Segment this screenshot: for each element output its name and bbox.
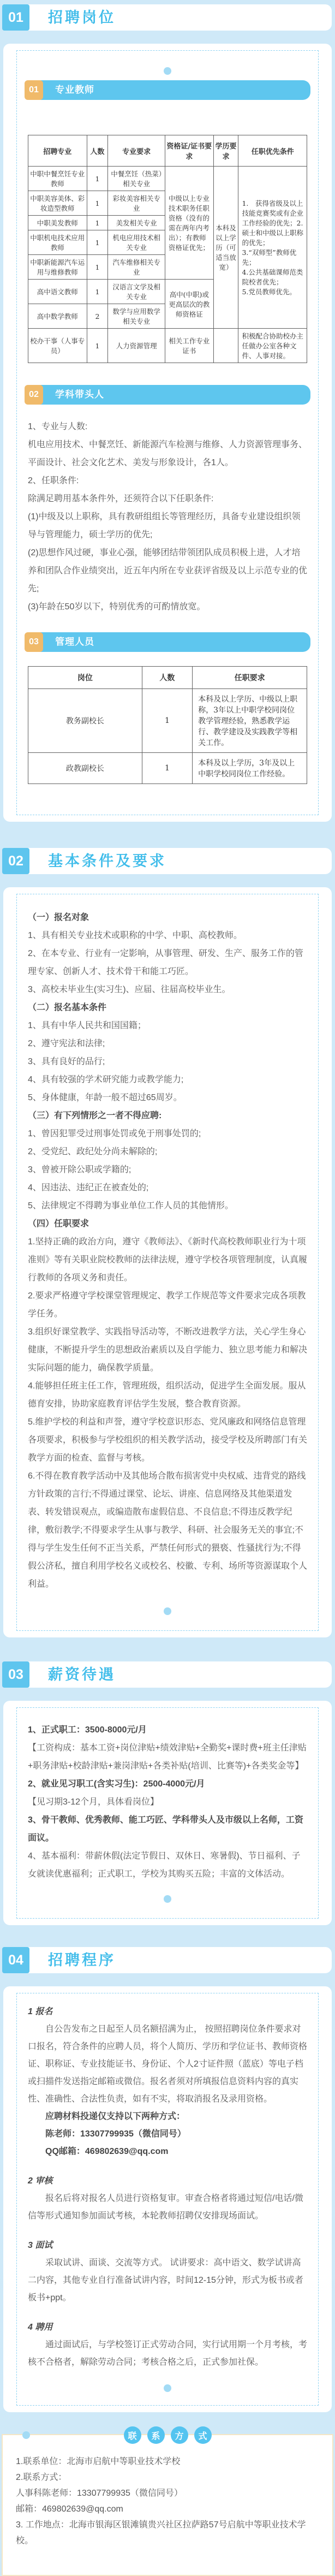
text-line: 4、因违法、违纪正在被查处的;: [28, 1183, 149, 1192]
subsection-title: 管理人员: [55, 637, 94, 647]
cell-priority: 积极配合协助校办主任做办公室各种文件、人事对接。: [238, 329, 307, 363]
cell-count: 2: [87, 304, 108, 329]
table-row: [28, 329, 307, 363]
table-row: [28, 753, 307, 784]
contact-line: 3. 工作地点：北海市银海区银滩镇贵兴社区拉萨路57号启航中等职业技术学校。: [16, 2520, 306, 2545]
text-line: 5、身体健康，年龄一般不超过65周岁。: [28, 1093, 182, 1102]
decorative-dot: [164, 1607, 171, 1615]
salary-text: [28, 1721, 307, 1883]
text-line: 1、曾因犯罪受过刑事处罚或免于刑事处罚的;: [28, 1129, 201, 1138]
cell-cert: 相关工作专业证书: [165, 329, 213, 363]
contact-line: 邮箱：469802639@qq.com: [16, 2504, 123, 2514]
text-line: 2、就业见习职工(含实习生)：2500-4000元/月: [28, 1779, 205, 1789]
col-header: 专业要求: [108, 135, 165, 167]
subsection-header-managers: [25, 632, 310, 652]
text-line: 3 面试: [28, 2241, 53, 2250]
text-line: 4 聘用: [28, 2323, 53, 2332]
section-header-recruit-posts: [0, 4, 335, 31]
section-number-badge: 03: [2, 1661, 29, 1688]
text-line: 采取试讲、面谈、交流等方式。 试讲要求：高中语文、数学试讲高二内容，其他专业自行准备试讲内容，时间12-15分钟，形式为板书或者板书+ppt。: [28, 2258, 303, 2302]
text-line: 除满足聘用基本条件外，还须符合以下任职条件:: [28, 494, 214, 503]
text-line: 2、任职条件:: [28, 476, 79, 485]
cell-count: 1: [87, 167, 108, 191]
cell-major: 中职美发教师: [28, 216, 87, 230]
discipline-leader-text: [28, 418, 307, 616]
text-line: 3、具有良好的品行;: [28, 1057, 105, 1066]
dashed-box-conditions: [16, 894, 319, 1631]
cell-requirement: 本科及以上学历、中级以上职称，3年以上中职学校同岗位教学管理经验，熟悉教学运行、教学建设及实践教学等相关工作。: [193, 689, 307, 753]
cell-major: 中职美容美体、彩妆造型教师: [28, 191, 87, 216]
cell-requirement: 数学与应用数学相关专业: [108, 304, 165, 329]
manager-positions-table: [28, 666, 307, 784]
col-header: 任职优先条件: [238, 135, 307, 167]
col-header: 人数: [87, 135, 108, 167]
panel-conditions: [3, 887, 332, 1637]
subsection-title: 专业教师: [55, 85, 94, 95]
cell-count: 1: [87, 280, 108, 304]
text-line: 4.能够担任班主任工作，管理班级，组织活动，促进学生全面发展。服从德育安排，协助家庭教育评估学生发展，整合教育资源。: [28, 1381, 306, 1409]
subsection-number-badge: 03: [25, 632, 43, 652]
text-line: 应聘材料投递仅支持以下两种方式：: [45, 2112, 186, 2121]
cell-requirement: 汉语言文学及相关专业: [108, 280, 165, 304]
text-line: 【工资构成：基本工资+岗位津贴+绩效津贴+全勤奖+课时费+班主任津贴+职务津贴+校龄津贴+兼岗津贴+各类补贴(培训、比赛等)+各类奖金等】: [28, 1743, 307, 1771]
section-header-conditions: [0, 848, 335, 874]
subsection-number-badge: 01: [25, 80, 43, 100]
cell-requirement: 汽车维修相关专业: [108, 255, 165, 280]
contact-title-circle: 联: [124, 2426, 141, 2444]
contact-title-circle: 方: [171, 2426, 188, 2444]
cell-cert-merged: 中级以上专业技术职务任职资格（没有的需在两年内考出）；有教师资格证优先；: [165, 167, 213, 280]
text-line: 1.坚持正确的政治方向，遵守《教师法》、《新时代高校教师职业行为十项准则》等有关职业院校教师的法律法规，遵守学校各项管理制度，认真履行教师的各项义务和责任。: [28, 1237, 308, 1283]
cell-education-merged: 本科及以上学历（可适当放宽）: [213, 167, 238, 329]
priority-line: 1. 获得省级及以上技能竞赛奖或有企业工作经验的优先；2.硕士和中级以上职称的优先；: [242, 199, 303, 247]
text-line: (2)思想作风过硬，事业心强，能够团结带领团队成员积极上进，人才培养和团队合作业绩突出，近五年内所在专业获评省级及以上示范专业的优先;: [28, 548, 308, 593]
cell-major: 高中语文教师: [28, 280, 87, 304]
text-line: 4、基本福利：带薪休假(法定节假日、双休日、寒暑假)、节日福利、子女就读优惠福利；正式职工，学校为其购买五险；丰富的文体活动。: [28, 1851, 301, 1879]
section-title: 基本条件及要求: [48, 853, 166, 869]
section-number-badge: 04: [2, 1947, 29, 1973]
text-line: 报名后将对报名人员进行资格复审。审查合格者将通过短信/电话/微信等形式通知参加面试考核，本轮教师招聘仅安排现场面试。: [28, 2194, 303, 2221]
cell-requirement: 彩妆美容相关专业: [108, 191, 165, 216]
section-title: 招聘程序: [48, 1952, 116, 1968]
panel-recruit-posts: [3, 44, 332, 822]
contact-text: [16, 2454, 321, 2549]
cell-priority-merged: [238, 167, 307, 329]
text-line: 自公告发布之日起至人员名额招满为止， 按照招聘岗位条件要求对口报名，符合条件的应聘人员，将个人简历、学历和学位证书、教师资格证、职称证、专业技能证书、身份证、个人2寸证件照（蓝底）等电子档或扫描件发送指定邮箱或微信。报名者须对所填报信息资料内容的真实性、准确性、合法性负责，如有不实，将取消报名及录用资格。: [28, 2025, 308, 2104]
cell-major: 校办干事（人事专员）: [28, 329, 87, 363]
priority-line: 4.公共基础课师范类院校者优先；: [242, 268, 303, 286]
section-number-badge: 02: [2, 848, 29, 874]
cell-count: 1: [142, 689, 193, 753]
text-line: 1、具有相关专业技术或职称的中学、中职、高校教师。: [28, 931, 242, 940]
cell-major: 高中数学教师: [28, 304, 87, 329]
cell-count: 1: [87, 191, 108, 216]
text-line: （三）有下列情形之一者不得应聘:: [28, 1111, 162, 1120]
cell-requirement: 机电应用技术相关专业: [108, 230, 165, 255]
text-line: （四）任职要求: [28, 1219, 89, 1228]
panel-salary: [3, 1701, 332, 1925]
col-header: 任职要求: [193, 667, 307, 689]
text-line: 通过面试后，与学校签订正式劳动合同，实行试用期一个月考核，考核不合格者，解除劳动合同；考核合格之后，正式参加社保。: [28, 2340, 308, 2367]
teacher-positions-table: [28, 135, 307, 363]
section-header-procedure: [0, 1947, 335, 1973]
text-line: 2、在本专业、行业有一定影响，从事管理、研发、生产、服务工作的管理专家、创新人才、技术骨干和能工巧匠。: [28, 949, 303, 976]
text-line: 2 审核: [28, 2176, 53, 2186]
subsection-header-discipline-leaders: [25, 385, 310, 405]
text-line: 4、具有较强的学术研究能力或教学能力;: [28, 1075, 184, 1084]
procedure-text: [28, 2003, 307, 2371]
dashed-box-procedure: [16, 1993, 319, 2406]
cell-count: 1: [87, 255, 108, 280]
cell-major: 中职机电技术应用教师: [28, 230, 87, 255]
text-line: (1)中级及以上职称，具有教研组组长等管理经历，具备专业建设组织领导与管理能力，硕士学历的优先;: [28, 512, 301, 539]
cell-education-empty: [213, 329, 238, 363]
table-row: [28, 689, 307, 753]
text-line: 3、高校未毕业生(实习生)、应届、往届高校毕业生。: [28, 985, 231, 994]
dashed-box-salary: [16, 1707, 319, 1919]
cell-requirement: 人力资源管理: [108, 329, 165, 363]
cell-count: 1: [87, 329, 108, 363]
dashed-box-recruit: [16, 50, 319, 815]
cell-major: 中职中餐烹饪专业教师: [28, 167, 87, 191]
col-header: 岗位: [28, 667, 142, 689]
table-header-row: [28, 135, 307, 167]
text-line: 6.不得在教育教学活动中及其他场合散布损害党中央权威、违背党的路线方针政策的言行;不得通过课堂、论坛、讲座、信息网络及其他渠道发表、转发错误观点，或编造散布虚假信息、不良信息;不得违反教学纪律，敷衍教学;不得要求学生从事与教学、科研、社会服务无关的事宜;不得与学生发生任何不正当关系，严禁任何形式的猥亵、性骚扰行为;不得假公济私，擅自利用学校名义或校名、校徽、专利、场所等资源谋取个人利益。: [28, 1471, 308, 1589]
col-header: 学历要求: [213, 135, 238, 167]
priority-line: 3.“双师型”教师优先；: [242, 248, 297, 266]
contact-title-circle: 式: [194, 2426, 212, 2444]
cell-requirement: 中餐烹饪（热菜）相关专业: [108, 167, 165, 191]
text-line: 2、遵守宪法和法律;: [28, 1039, 105, 1048]
text-line: 3、曾被开除公职或学籍的;: [28, 1165, 131, 1174]
text-line: （二）报名基本条件: [28, 1003, 107, 1012]
decorative-dot: [164, 67, 171, 75]
text-line: 机电应用技术、中餐烹饪、新能源汽车检测与维修、人力资源管理事务、平面设计、社会文化艺术、美发与形象设计，各1人。: [28, 440, 308, 467]
text-line: （一）报名对象: [28, 913, 89, 922]
section-number-badge: 01: [2, 4, 29, 31]
text-line: 【见习期3-12个月，具体看岗位】: [28, 1797, 159, 1807]
subsection-header-teachers: [25, 80, 310, 100]
text-line: 陈老师：13307799935（微信同号）: [45, 2129, 186, 2139]
text-line: 1、专业与人数:: [28, 422, 88, 431]
text-line: 5、法律规定不得聘为事业单位工作人员的其他情形。: [28, 1201, 234, 1210]
subsection-number-badge: 02: [25, 385, 43, 405]
contact-title-circles: [3, 2426, 332, 2444]
text-line: 2、受党纪、政纪处分尚未解除的;: [28, 1147, 158, 1156]
table-header-row: [28, 667, 307, 689]
cell-requirement: 本科及以上学历，3年及以上中职学校同岗位工作经验。: [193, 753, 307, 784]
cell-count: 1: [142, 753, 193, 784]
cell-requirement: 美发相关专业: [108, 216, 165, 230]
panel-procedure: [3, 1986, 332, 2412]
contact-box: [2, 2431, 333, 2576]
text-line: QQ邮箱：469802639@qq.com: [45, 2147, 169, 2156]
text-line: 3.组织好课堂教学、实践指导活动等，不断改进教学方法，关心学生身心健康，不断提升学生的思想政治素质以及自学能力、独立思考能力和解决实际问题的能力，确保教学质量。: [28, 1327, 308, 1373]
cell-major: 中职新能源汽车运用与维修教师: [28, 255, 87, 280]
cell-count: 1: [87, 216, 108, 230]
section-title: 薪资待遇: [48, 1666, 116, 1683]
cell-post: 政教副校长: [28, 753, 142, 784]
text-line: 3、骨干教师、优秀教师、能工巧匠、学科带头人及市级以上名师，工资面议。: [28, 1815, 303, 1843]
cell-cert-merged: 高中(中职)或更高层次的教师资格证: [165, 280, 213, 329]
subsection-title: 学科带头人: [55, 389, 104, 400]
text-line: 1、具有中华人民共和国国籍；: [28, 1021, 146, 1030]
contact-line: 1.联系单位：北海市启航中等职业技术学校: [16, 2457, 181, 2466]
cell-post: 教务副校长: [28, 689, 142, 753]
priority-line: 5.党员教师优先。: [242, 288, 296, 296]
table-row: [28, 167, 307, 191]
text-line: 2.要求严格遵守学校课堂管理规定、教学工作规范等文件要求完成各项教学任务。: [28, 1291, 306, 1319]
contact-line: 人事科陈老师：13307799935（微信同号）: [16, 2489, 183, 2498]
col-header: 资格证/证书要求: [165, 135, 213, 167]
decorative-dot: [164, 1895, 171, 1903]
contact-title-circle: 系: [147, 2426, 165, 2444]
conditions-text: [28, 909, 307, 1593]
section-title: 招聘岗位: [48, 9, 116, 26]
text-line: 1、正式职工：3500-8000元/月: [28, 1725, 147, 1735]
text-line: 5.维护学校的利益和声誉，遵守学校意识形态、党风廉政和网络信息管理各项要求，积极参与学校组织的相关教学活动，接受学校及所聘部门有关教学方面的检查、监督与考核。: [28, 1417, 308, 1463]
cell-count: 1: [87, 230, 108, 255]
text-line: 1 报名: [28, 2007, 53, 2016]
section-header-salary: [0, 1661, 335, 1688]
col-header: 人数: [142, 667, 193, 689]
decorative-dot: [164, 2384, 171, 2392]
text-line: (3)年龄在50岁以下，特别优秀的可酌情放宽。: [28, 602, 206, 612]
col-header: 招聘专业: [28, 135, 87, 167]
contact-line: 2.联系方式：: [16, 2473, 67, 2482]
